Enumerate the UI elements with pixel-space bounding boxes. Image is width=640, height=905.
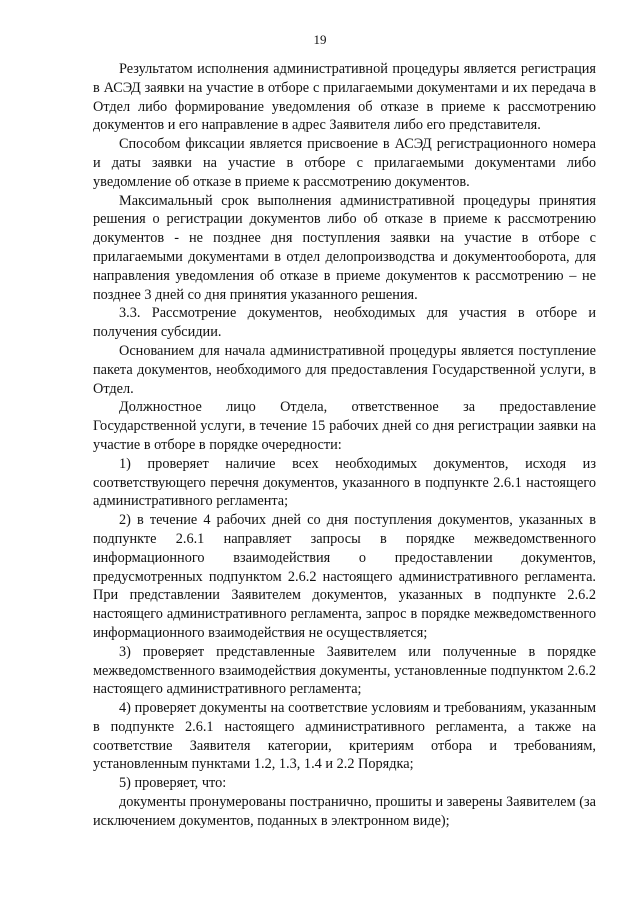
paragraph-documents-numbered: документы пронумерованы постранично, прошиты и заверены Заявителем (за исключением документов, поданных в электронном виде);	[93, 794, 596, 829]
list-item-5: 5) проверяет, что:	[119, 775, 227, 792]
list-item-2: 2) в течение 4 рабочих дней со дня поступления документов, указанных в подпункте 2.6.1 направляет запросы в порядке межведомственного информационного взаимодействия о предоставлении документов, предусмотренных подпунктом 2.6.2 настоящего административного регламента. При представлении Заявителем документов, указанных в подпункте 2.6.2 настоящего административного регламента, запрос в порядке межведомственного информационного взаимодействия не осуществляется;	[93, 512, 596, 641]
paragraph-basis: Основанием для начала административной процедуры является поступление пакета документов, необходимого для предоставления Государственной услуги, в Отдел.	[93, 342, 596, 397]
list-item-1: 1) проверяет наличие всех необходимых документов, исходя из соответствующего перечня документов, указанного в подпункте 2.6.1 настоящего административного регламента;	[93, 455, 596, 510]
section-heading-3-3: 3.3. Рассмотрение документов, необходимых для участия в отборе и получения субсидии.	[93, 305, 596, 341]
list-item-4: 4) проверяет документы на соответствие условиям и требованиям, указанным в подпункте 2.6.1 настоящего административного регламента, а также на соответствие Заявителя категории, критериям отбора и требованиям, установленным пунктами 1.2, 1.3, 1.4 и 2.2 Порядка;	[93, 700, 596, 773]
page-number: 19	[313, 32, 327, 47]
paragraph-result: Результатом исполнения административной процедуры является регистрация в АСЭД заявки на участие в отборе с прилагаемыми документами и их передача в Отдел либо формирование уведомления об отказе в приеме к рассмотрению документов и его направление в адрес Заявителя либо его представителя.	[93, 61, 596, 134]
document-body	[93, 60, 596, 831]
list-item-3: 3) проверяет представленные Заявителем или полученные в порядке межведомственного взаимодействия документы, установленные подпунктом 2.6.2 настоящего административного регламента;	[93, 643, 596, 698]
paragraph-max-term: Максимальный срок выполнения административной процедуры принятия решения о регистрации документов либо об отказе в приеме к рассмотрению документов - не позднее дня поступления заявки на участие в отборе с прилагаемыми документами в отдел делопроизводства и документооборота, для направления уведомления об отказе в приеме документов к рассмотрению – не позднее 3 дней со дня принятия указанного решения.	[93, 192, 596, 303]
paragraph-official: Должностное лицо Отдела, ответственное за предоставление Государственной услуги, в течение 15 рабочих дней со дня регистрации заявки на участие в отборе в порядке очередности:	[93, 399, 596, 453]
paragraph-fixation-method: Способом фиксации является присвоение в АСЭД регистрационного номера и даты заявки на участие в отборе с прилагаемыми документами либо уведомление об отказе в приеме к рассмотрению документов.	[93, 136, 596, 190]
